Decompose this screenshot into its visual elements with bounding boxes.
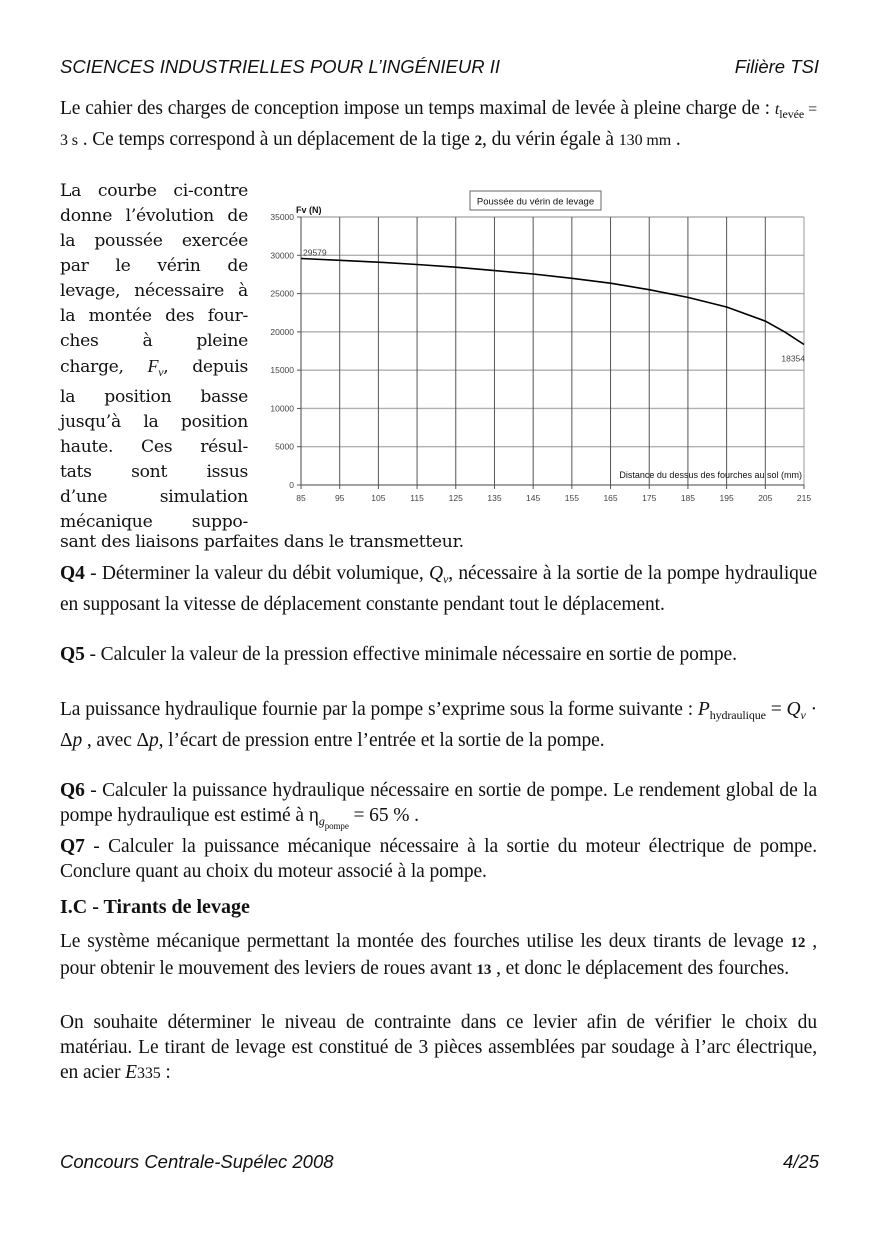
- text-line: haute. Ces résul-: [60, 437, 248, 457]
- part-reference: 13: [476, 962, 492, 978]
- math-value: = 3 s: [60, 101, 818, 149]
- x-tick-label: 85: [296, 493, 306, 503]
- question-label: Q7: [60, 836, 85, 857]
- text-line: la poussée exercée: [60, 231, 248, 251]
- intro-text: vérin égale à: [515, 129, 619, 150]
- question-text: , nécessaire à la sortie de la pompe hydraulique en supposant la vitesse de déplacement constante pendant tout le déplacement.: [60, 563, 817, 615]
- math-subscript: levée: [779, 107, 805, 121]
- chart-axes: [301, 217, 804, 485]
- x-tick-label: 215: [796, 493, 812, 503]
- question-text: - Calculer la valeur de la pression effective minimale nécessaire en sortie de pompe.: [84, 644, 737, 665]
- intro-text: Le cahier des charges de conception impose un temps maximal de levée à pleine: [60, 98, 681, 119]
- x-tick-label: 115: [410, 493, 424, 503]
- thrust-chart: [0, 0, 875, 520]
- question-text: - Calculer la puissance hydraulique nécessaire en sortie de pompe. Le rendement global de la pompe hydraulique est estimé à: [60, 780, 817, 826]
- math-subscript: g: [318, 814, 325, 828]
- chart-grid: [301, 217, 804, 485]
- y-tick-label: 15000: [270, 365, 294, 376]
- section-paragraph-1: [60, 929, 817, 983]
- question-label: Q5: [60, 644, 85, 665]
- text-line: levage, nécessaire à: [60, 281, 248, 301]
- text-line: La courbe ci-contre: [60, 181, 248, 201]
- footer-contest: Concours Centrale-Supélec 2008: [60, 1151, 334, 1172]
- question-label: Q4: [60, 563, 85, 584]
- paragraph-text: , et donc le déplacement des fourches.: [491, 958, 790, 979]
- math-operator: =: [765, 699, 787, 720]
- intro-text: . Ce temps correspond à un déplacement de la tige: [77, 129, 475, 150]
- section-paragraph-2: [60, 1010, 817, 1086]
- intro-text: , du: [482, 129, 511, 150]
- y-tick-label: 10000: [270, 403, 294, 414]
- text-line: la position basse: [60, 387, 248, 407]
- header-subject: SCIENCES INDUSTRIELLES POUR L’INGÉNIEUR II: [60, 56, 500, 77]
- chart-title: Poussée du vérin de levage: [476, 196, 595, 208]
- material-grade: 335: [136, 1065, 161, 1082]
- question-q4: [60, 561, 817, 617]
- x-tick-label: 155: [564, 493, 579, 503]
- paragraph-text: Le système mécanique permettant la montée des fourches utilise les deux tirants de levage: [60, 931, 791, 952]
- text-line: jusqu’à la position: [60, 412, 248, 432]
- part-reference: 12: [790, 935, 806, 951]
- text-line: donne l’évolution de: [60, 206, 248, 226]
- section-title: I.C - Tirants de levage: [60, 896, 250, 918]
- math-symbol: Q: [786, 699, 801, 720]
- math-subscript: pompe: [324, 821, 349, 831]
- question-text: - Déterminer la valeur du débit volumique,: [84, 563, 430, 584]
- question-q7: [60, 834, 817, 884]
- text-line: ches à pleine: [60, 331, 248, 351]
- x-tick-label: 145: [526, 493, 541, 503]
- paragraph-text: La puissance hydraulique fournie par la pompe s’exprime sous la forme suivante :: [60, 699, 698, 720]
- math-symbol: p: [72, 730, 83, 751]
- y-tick-label: 30000: [270, 250, 294, 261]
- intro-text: charge de :: [685, 98, 775, 119]
- data-label: 29579: [303, 247, 327, 258]
- data-label: 18354: [781, 353, 805, 364]
- chart-series: [301, 248, 805, 364]
- page-footer: [60, 1151, 819, 1173]
- math-value: 130 mm: [618, 132, 672, 149]
- hydraulic-power-paragraph: [60, 697, 817, 753]
- x-tick-label: 185: [680, 493, 696, 503]
- math-symbol: F: [147, 356, 159, 376]
- y-tick-label: 35000: [270, 212, 294, 222]
- text-fragment: , depuis: [163, 357, 248, 377]
- math-subscript: v: [158, 365, 164, 379]
- x-tick-label: 135: [487, 493, 502, 503]
- y-axis-label: Fv (N): [296, 205, 322, 215]
- x-tick-label: 125: [448, 493, 463, 503]
- paragraph-text: On souhaite déterminer le niveau de contrainte dans ce levier afin de vérifier le choix du matériau. Le tirant de levage est constitué de 3 pièces assemblées par soudage à l’arc électrique, en acier: [60, 1012, 817, 1083]
- header-track: Filière TSI: [734, 56, 819, 77]
- question-q5: [60, 642, 817, 667]
- math-symbol: η: [308, 805, 319, 826]
- paragraph-text: , l’écart de pression entre l’entrée et la sortie de la pompe.: [158, 730, 605, 751]
- y-tick-label: 0: [289, 480, 294, 490]
- math-operator: · Δ: [60, 699, 817, 751]
- material-symbol: E: [125, 1062, 137, 1083]
- x-tick-label: 175: [642, 493, 657, 503]
- y-tick-label: 20000: [270, 326, 294, 337]
- text-fragment: charge,: [60, 357, 148, 377]
- text-line: la montée des four-: [60, 306, 248, 326]
- question-text: .: [409, 805, 419, 826]
- intro-text: .: [671, 129, 681, 150]
- footer-page-number: 4/25: [782, 1151, 819, 1172]
- math-symbol: p: [148, 730, 159, 751]
- math-symbol: Q: [429, 563, 443, 584]
- paragraph-text: , avec Δ: [82, 730, 149, 751]
- x-tick-label: 105: [371, 493, 386, 503]
- math-subscript: v: [443, 572, 449, 586]
- x-tick-label: 195: [719, 493, 734, 503]
- x-axis-label: Distance du dessus des fourches au sol (mm): [619, 470, 802, 480]
- y-tick-label: 25000: [270, 288, 294, 299]
- x-tick-label: 95: [334, 493, 345, 503]
- x-tick-label: 205: [758, 493, 773, 503]
- math-symbol: P: [697, 699, 710, 720]
- text-line: mécanique suppo-: [60, 512, 248, 532]
- side-text-continuation: sant des liaisons parfaites dans le transmetteur.: [60, 532, 464, 552]
- math-subscript: hydraulique: [709, 708, 766, 722]
- math-value: = 65 %: [348, 805, 410, 826]
- text-line: par le vérin de: [60, 256, 248, 276]
- text-line: tats sont issus: [60, 462, 248, 482]
- paragraph-text: , pour obtenir le mouvement des leviers de roues avant: [60, 931, 817, 979]
- paragraph-text: :: [160, 1062, 171, 1083]
- text-line: d’une simulation: [60, 487, 248, 507]
- part-reference: 2: [474, 133, 483, 149]
- question-text: - Calculer la puissance mécanique nécessaire à la sortie du moteur électrique de pompe. Conclure quant au choix du moteur associé à la pompe.: [60, 836, 817, 882]
- question-label: Q6: [60, 780, 85, 801]
- question-q6: [60, 778, 817, 839]
- x-tick-label: 165: [603, 493, 618, 503]
- math-subscript: v: [800, 708, 806, 722]
- y-tick-label: 5000: [275, 441, 294, 452]
- math-symbol: t: [774, 101, 780, 118]
